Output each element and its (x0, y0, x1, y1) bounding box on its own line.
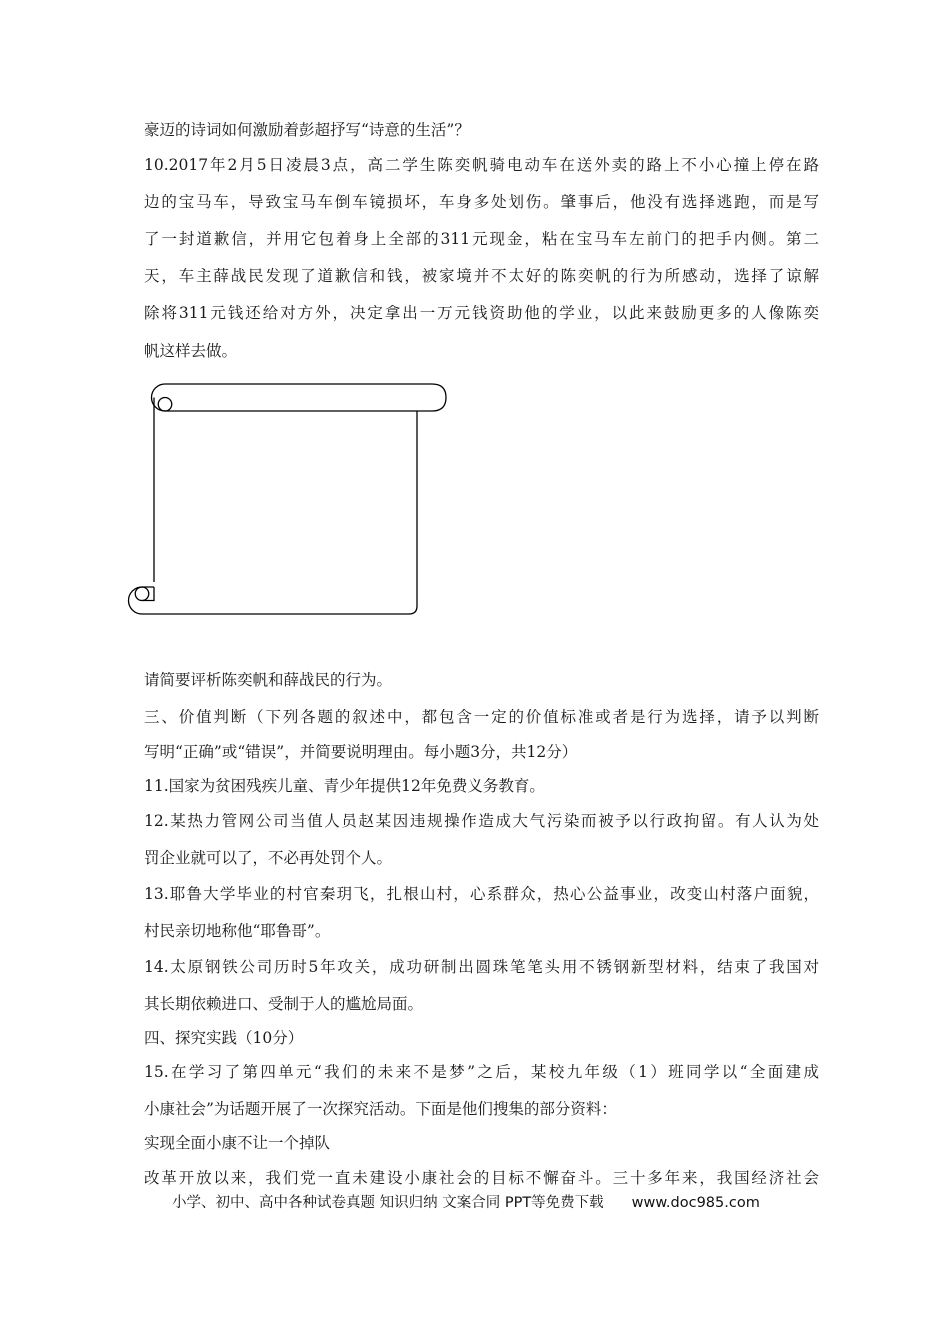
text-line: 边的宝马车，导致宝马车倒车镜损坏，车身多处划伤。肇事后，他没有选择逃跑，而是写 (144, 193, 819, 211)
section-heading: 四、探究实践（10分） (144, 1029, 304, 1047)
text-line: 其长期依赖进口、受制于人的尴尬局面。 (144, 995, 424, 1013)
text-line: 天，车主薛战民发现了道歉信和钱，被家境并不太好的陈奕帆的行为所感动，选择了谅解 (144, 267, 819, 285)
page-footer (172, 1194, 760, 1212)
text-line: 除将311元钱还给对方外，决定拿出一万元钱资助他的学业，以此来鼓励更多的人像陈奕 (144, 304, 819, 322)
footer-text: 小学、初中、高中各种试卷真题 知识归纳 文案合同 PPT等免费下载 (172, 1195, 604, 1211)
text-line: 改革开放以来，我们党一直未建设小康社会的目标不懈奋斗。三十多年来，我国经济社会 (144, 1169, 819, 1187)
text-line: 村民亲切地称他“耶鲁哥”。 (144, 922, 331, 940)
text-line: 三、价值判断（下列各题的叙述中，都包含一定的价值标准或者是行为选择，请予以判断 (144, 708, 819, 726)
scroll-icon (120, 380, 450, 620)
text-line: 帆这样去做。 (144, 342, 238, 360)
text-line: 请简要评析陈奕帆和薛战民的行为。 (144, 671, 393, 689)
text-line: 12.某热力管网公司当值人员赵某因违规操作造成大气污染而被予以行政拘留。有人认为处 (144, 812, 819, 830)
text-line: 写明“正确”或“错误”，并简要说明理由。每小题3分，共12分） (144, 743, 578, 761)
text-line: 14.太原钢铁公司历时5年攻关，成功研制出圆珠笔笔头用不锈钢新型材料，结束了我国对 (144, 958, 819, 976)
text-line: 实现全面小康不让一个掉队 (144, 1134, 331, 1152)
text-line: 11.国家为贫困残疾儿童、青少年提供12年免费义务教育。 (144, 777, 545, 795)
text-line: 15.在学习了第四单元“我们的未来不是梦”之后，某校九年级（1）班同学以“全面建成 (144, 1063, 819, 1081)
text-line: 小康社会”为话题开展了一次探究活动。下面是他们搜集的部分资料： (144, 1100, 617, 1118)
text-line: 13.耶鲁大学毕业的村官秦玥飞，扎根山村，心系群众，热心公益事业，改变山村落户面貌， (144, 885, 819, 903)
footer-url[interactable]: www.doc985.com (631, 1195, 760, 1211)
text-line: 罚企业就可以了，不必再处罚个人。 (144, 849, 393, 867)
text-line: 豪迈的诗词如何激励着彭超抒写“诗意的生活”？ (144, 121, 470, 139)
text-line: 了一封道歉信，并用它包着身上全部的311元现金，粘在宝马车左前门的把手内侧。第二 (144, 230, 819, 248)
text-line: 10.2017年2月5日凌晨3点，高二学生陈奕帆骑电动车在送外卖的路上不小心撞上停在路 (144, 156, 819, 174)
